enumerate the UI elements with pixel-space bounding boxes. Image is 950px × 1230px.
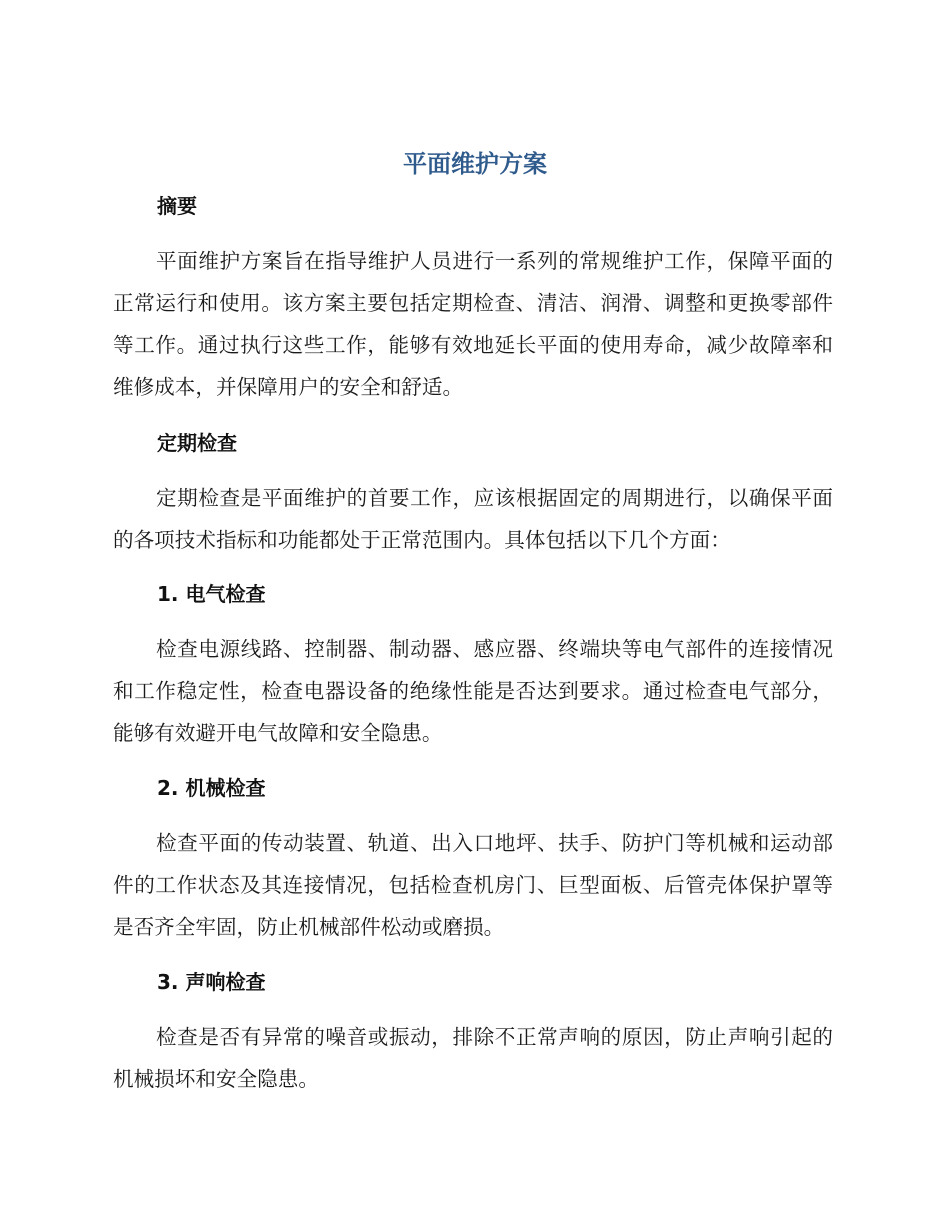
section-heading-regular-inspection: 定期检查 (157, 431, 237, 455)
section-paragraph-electrical-inspection: 检查电源线路、控制器、制动器、感应器、终端块等电气部件的连接情况和工作稳定性，检查电器设备的绝缘性能是否达到要求。通过检查电气部分，能够有效避开电气故障和安全隐患。 (113, 637, 833, 745)
document-title: 平面维护方案 (403, 150, 547, 178)
section-paragraph-sound-inspection: 检查是否有异常的噪音或振动，排除不正常声响的原因，防止声响引起的机械损坏和安全隐患。 (113, 1025, 833, 1091)
section-paragraph-regular-inspection: 定期检查是平面维护的首要工作，应该根据固定的周期进行，以确保平面的各项技术指标和功能都处于正常范围内。具体包括以下几个方面： (113, 486, 833, 552)
section-paragraph-abstract: 平面维护方案旨在指导维护人员进行一系列的常规维护工作，保障平面的正常运行和使用。该方案主要包括定期检查、清洁、润滑、调整和更换零部件等工作。通过执行这些工作，能够有效地延长平面的使用寿命，减少故障率和维修成本，并保障用户的安全和舒适。 (113, 249, 833, 399)
section-paragraph-mechanical-inspection: 检查平面的传动装置、轨道、出入口地坪、扶手、防护门等机械和运动部件的工作状态及其连接情况，包括检查机房门、巨型面板、后管壳体保护罩等是否齐全牢固，防止机械部件松动或磨损。 (113, 831, 833, 939)
section-heading-electrical-inspection: 1. 电气检查 (157, 582, 266, 606)
section-heading-mechanical-inspection: 2. 机械检查 (157, 776, 266, 800)
section-heading-abstract: 摘要 (157, 194, 197, 218)
section-heading-sound-inspection: 3. 声响检查 (157, 970, 266, 994)
